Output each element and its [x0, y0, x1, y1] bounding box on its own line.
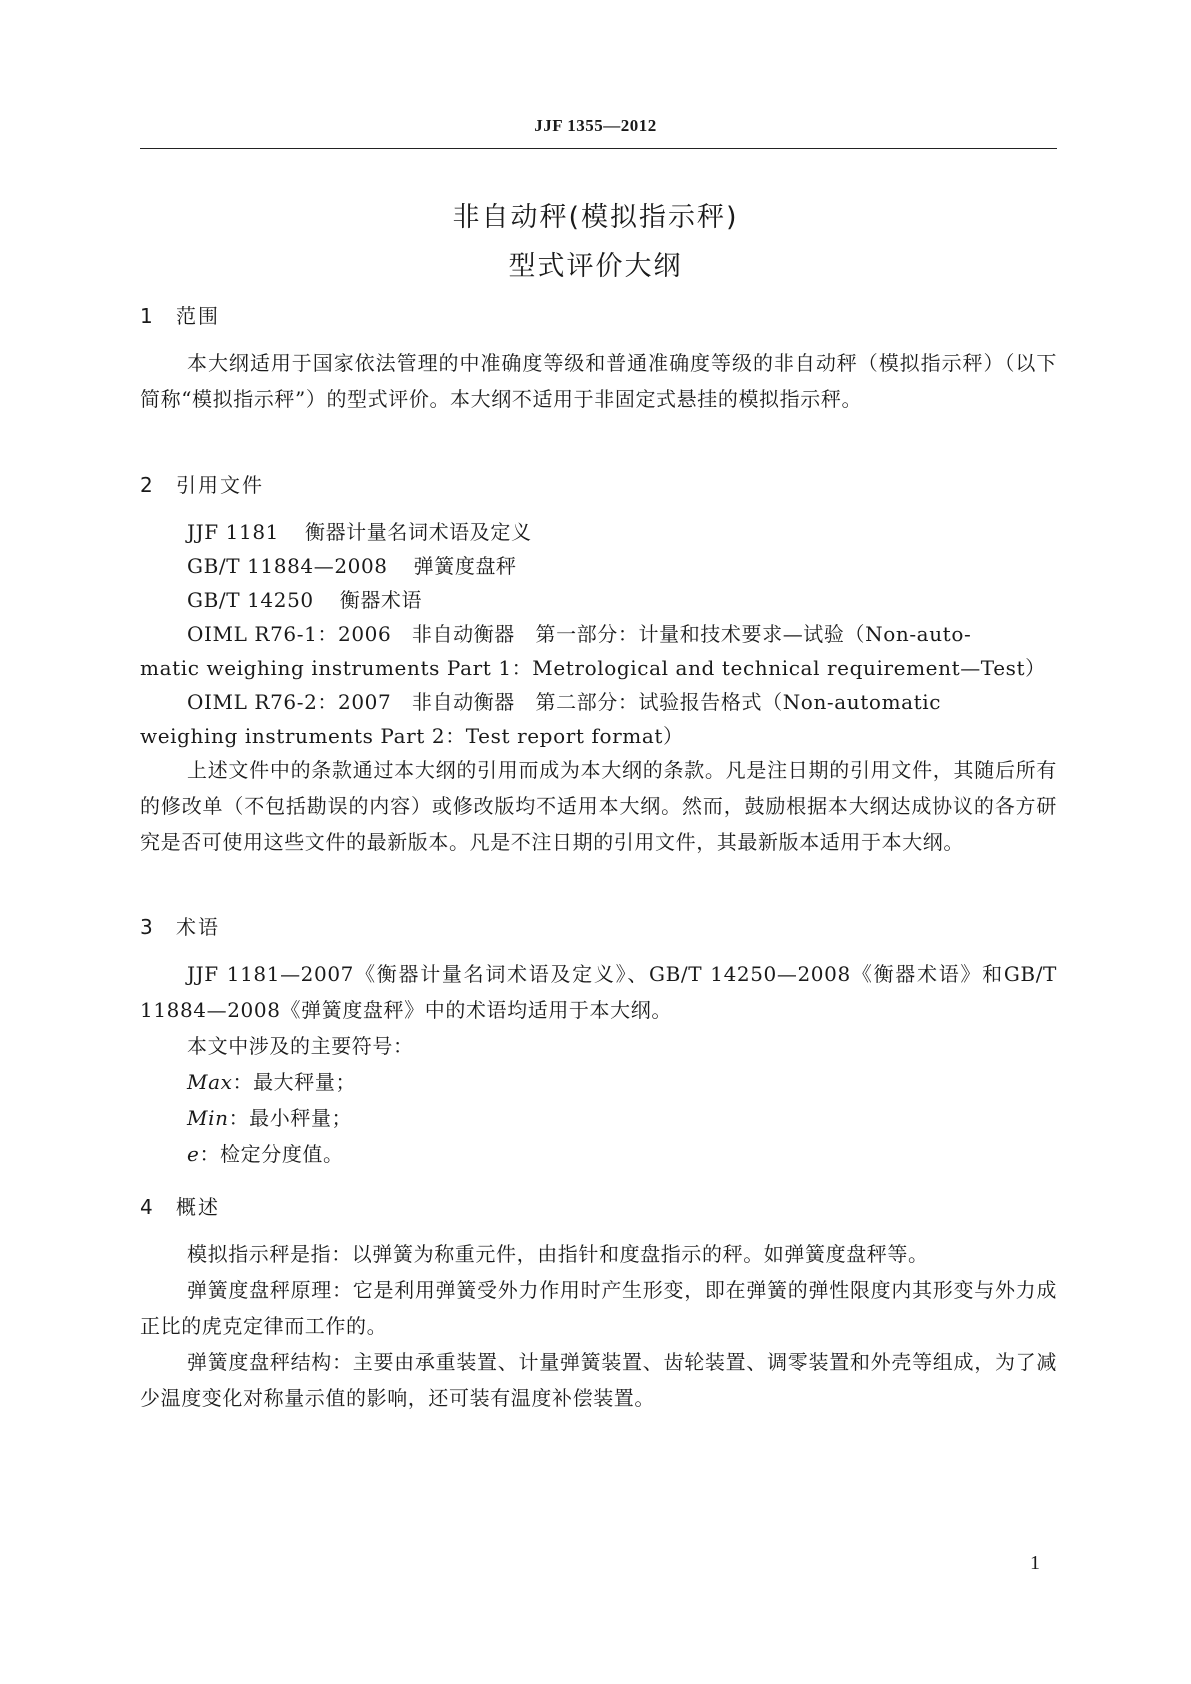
section-4-paragraph: 弹簧度盘秤原理：它是利用弹簧受外力作用时产生形变，即在弹簧的弹性限度内其形变与外力成正比的虎克定律而工作的。	[140, 1278, 1057, 1338]
section-2-heading	[140, 469, 264, 498]
reference-title: 衡器术语	[339, 588, 423, 612]
reference-item-oiml-r76-1-line2: matic weighing instruments Part 1：Metrological and technical requirement—Test）	[140, 656, 1046, 680]
reference-item	[187, 548, 517, 584]
section-number: 2	[140, 473, 155, 497]
section-number: 1	[140, 304, 155, 328]
reference-item-oiml-r76-2-line1: OIML R76-2：2007 非自动衡器 第二部分：试验报告格式（Non-automatic	[187, 690, 942, 714]
section-4-paragraph: 弹簧度盘秤结构：主要由承重装置、计量弹簧装置、齿轮装置、调零装置和外壳等组成，为了减少温度变化对称量示值的影响，还可装有温度补偿装置。	[140, 1350, 1057, 1410]
header-rule	[140, 148, 1057, 149]
section-number: 4	[140, 1195, 155, 1219]
reference-code: GB/T 14250	[187, 588, 314, 612]
section-number: 3	[140, 915, 155, 939]
section-1-heading	[140, 300, 220, 329]
symbol: e	[187, 1142, 200, 1166]
document-title-line2: 型式评价大纲	[508, 251, 683, 282]
section-4-heading	[140, 1191, 220, 1220]
document-title-line1: 非自动秤(模拟指示秤)	[452, 202, 739, 233]
symbol-description: ：最大秤量；	[232, 1070, 357, 1094]
symbol-description: ：最小秤量；	[228, 1106, 353, 1130]
section-2-note: 上述文件中的条款通过本大纲的引用而成为本大纲的条款。凡是注日期的引用文件，其随后所有的修改单（不包括勘误的内容）或修改版均不适用本大纲。然而，鼓励根据本大纲达成协议的各方研究是否可使用这些文件的最新版本。凡是不注日期的引用文件，其最新版本适用于本大纲。	[140, 758, 1057, 854]
section-4-paragraph: 模拟指示秤是指：以弹簧为称重元件，由指针和度盘指示的秤。如弹簧度盘秤等。	[187, 1242, 929, 1266]
section-1-body: 本大纲适用于国家依法管理的中准确度等级和普通准确度等级的非自动秤（模拟指示秤）（以下简称“模拟指示秤”）的型式评价。本大纲不适用于非固定式悬挂的模拟指示秤。	[140, 351, 1057, 411]
symbol: Min	[187, 1106, 229, 1130]
reference-item	[187, 582, 422, 618]
section-3-heading	[140, 911, 220, 940]
section-title: 术语	[176, 915, 220, 939]
symbol-item	[187, 1136, 344, 1172]
page-number: 1	[1030, 1552, 1040, 1574]
symbol-item	[187, 1064, 356, 1100]
reference-item-oiml-r76-1-line1: OIML R76-1：2006 非自动衡器 第一部分：计量和技术要求—试验（Non-auto-	[187, 622, 972, 646]
section-title: 引用文件	[176, 473, 264, 497]
section-title: 范围	[176, 304, 220, 328]
symbols-intro: 本文中涉及的主要符号：	[187, 1034, 414, 1058]
symbol-item	[187, 1100, 352, 1136]
section-3-body: JJF 1181—2007《衡器计量名词术语及定义》、GB/T 14250—2008《衡器术语》和GB/T 11884—2008《弹簧度盘秤》中的术语均适用于本大纲。	[140, 962, 1057, 1022]
reference-title: 弹簧度盘秤	[413, 554, 517, 578]
symbol-description: ：检定分度值。	[199, 1142, 344, 1166]
section-title: 概述	[176, 1195, 220, 1219]
reference-item	[187, 514, 532, 550]
standard-code-header: JJF 1355—2012	[534, 116, 657, 135]
reference-title: 衡器计量名词术语及定义	[304, 520, 532, 544]
reference-code: JJF 1181	[187, 520, 279, 544]
reference-item-oiml-r76-2-line2: weighing instruments Part 2：Test report format）	[140, 724, 684, 748]
symbol: Max	[187, 1070, 233, 1094]
reference-code: GB/T 11884—2008	[187, 554, 388, 578]
